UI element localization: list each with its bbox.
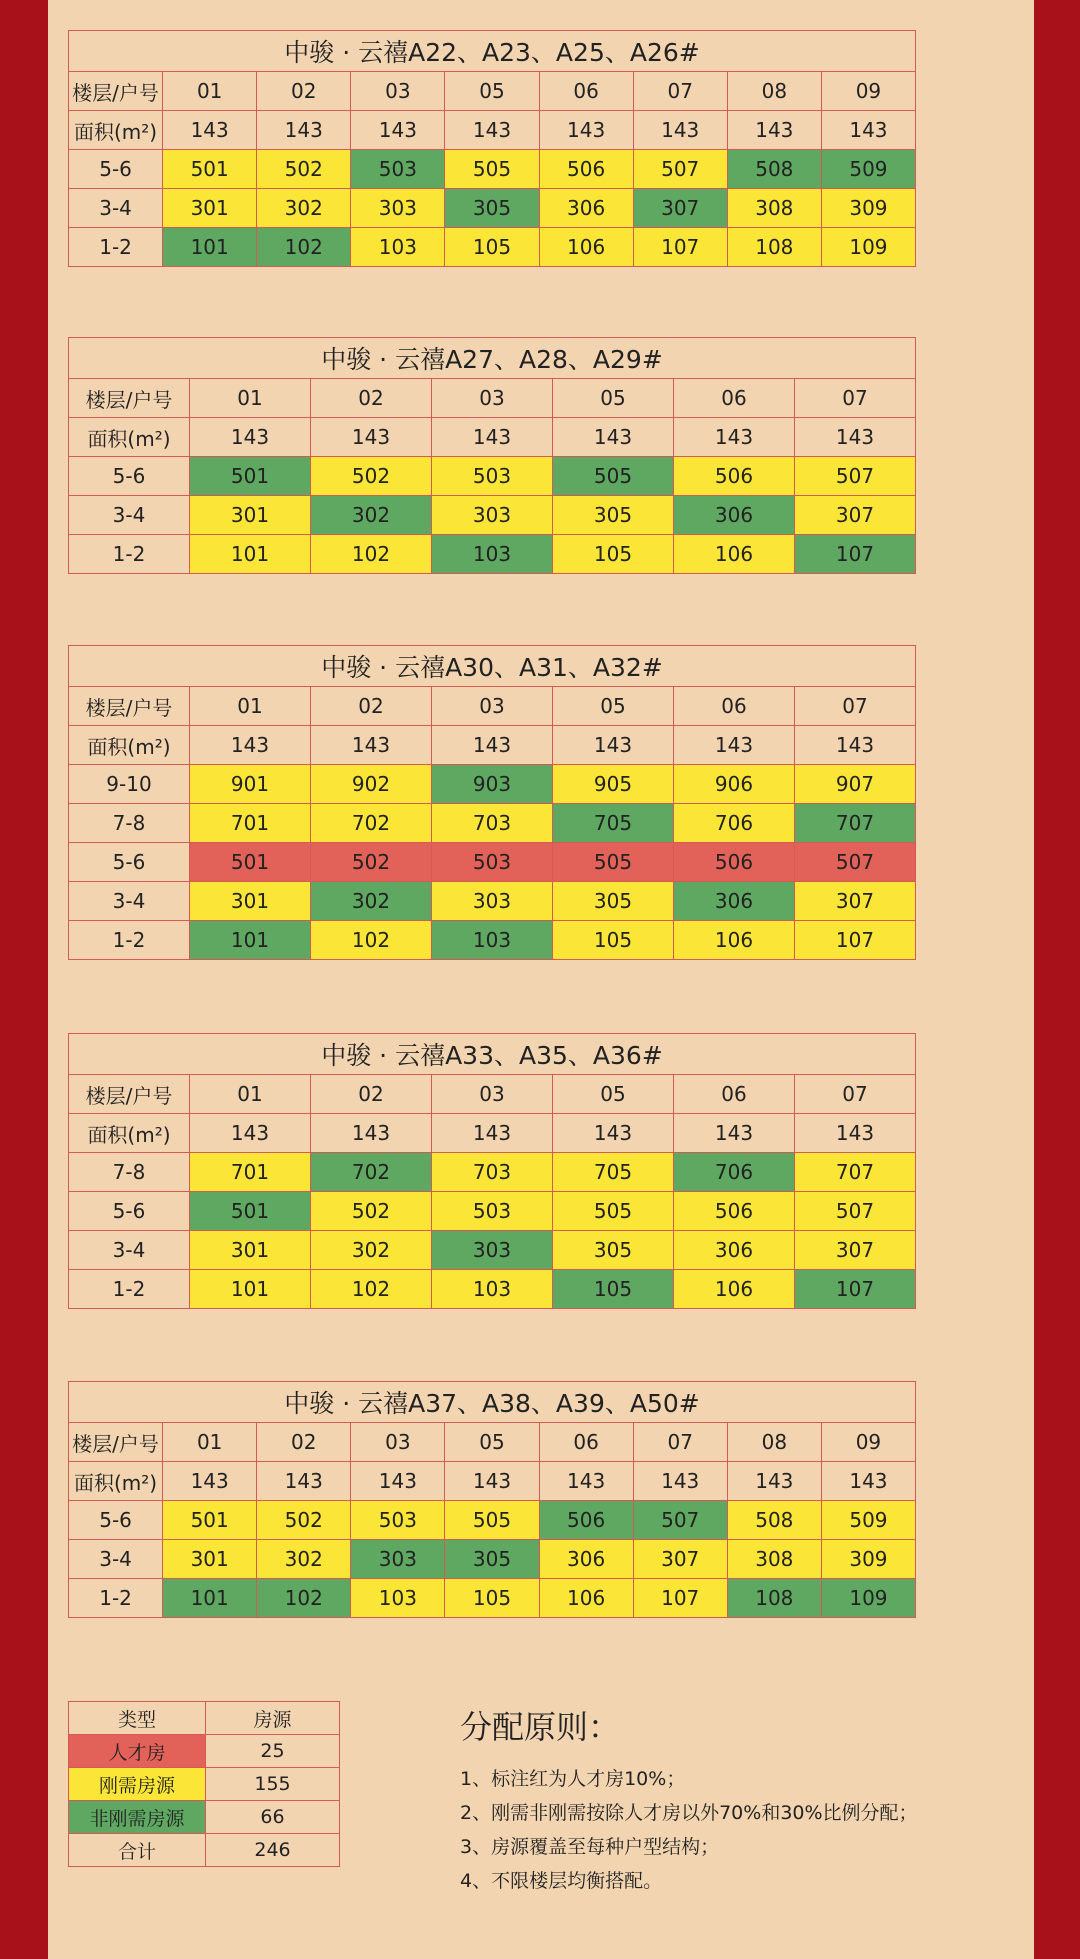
principle-item: 3、房源覆盖至每种户型结构； — [460, 1836, 720, 1858]
room-cell: 707 — [795, 1153, 916, 1192]
room-cell: 501 — [190, 457, 311, 496]
floor-label: 1-2 — [69, 228, 163, 267]
table-header-row — [69, 72, 916, 111]
legend-header-count: 房源 — [206, 1702, 340, 1735]
floor-row — [69, 535, 916, 574]
room-cell: 109 — [821, 1579, 915, 1618]
room-cell: 505 — [445, 150, 539, 189]
table-header-row — [69, 1423, 916, 1462]
floor-row — [69, 496, 916, 535]
room-cell: 506 — [539, 1501, 633, 1540]
room-cell: 307 — [795, 496, 916, 535]
area-value: 143 — [163, 1462, 257, 1501]
table-title: 中骏 · 云禧A22、A23、A25、A26# — [69, 31, 916, 72]
area-value: 143 — [821, 1462, 915, 1501]
room-cell: 706 — [674, 804, 795, 843]
unit-table — [68, 1033, 916, 1309]
room-cell: 301 — [163, 1540, 257, 1579]
area-value: 143 — [795, 1114, 916, 1153]
header-label: 楼层/户号 — [69, 1075, 190, 1114]
unit-number: 09 — [821, 72, 915, 111]
room-cell: 309 — [821, 189, 915, 228]
unit-number: 06 — [674, 1075, 795, 1114]
room-cell: 108 — [727, 1579, 821, 1618]
room-cell: 503 — [432, 843, 553, 882]
floor-label: 5-6 — [69, 457, 190, 496]
room-cell: 503 — [432, 1192, 553, 1231]
floor-row — [69, 1579, 916, 1618]
area-row — [69, 111, 916, 150]
room-cell: 505 — [553, 1192, 674, 1231]
room-cell: 503 — [351, 150, 445, 189]
floor-label: 3-4 — [69, 189, 163, 228]
room-cell: 307 — [795, 1231, 916, 1270]
unit-number: 05 — [553, 687, 674, 726]
allocation-principles — [460, 1702, 1020, 1898]
room-cell: 101 — [163, 1579, 257, 1618]
floor-row — [69, 804, 916, 843]
unit-number: 02 — [311, 379, 432, 418]
legend-header-type: 类型 — [69, 1702, 206, 1735]
unit-number: 07 — [633, 72, 727, 111]
area-value: 143 — [432, 1114, 553, 1153]
area-value: 143 — [553, 726, 674, 765]
unit-table — [68, 337, 916, 574]
room-cell: 101 — [190, 921, 311, 960]
floor-row — [69, 882, 916, 921]
area-value: 143 — [727, 111, 821, 150]
room-cell: 505 — [553, 457, 674, 496]
legend-count-nonrigid: 66 — [206, 1801, 340, 1834]
unit-number: 05 — [445, 1423, 539, 1462]
legend-count-total: 246 — [206, 1834, 340, 1867]
area-row — [69, 418, 916, 457]
unit-number: 02 — [257, 1423, 351, 1462]
room-cell: 305 — [445, 189, 539, 228]
unit-number: 08 — [727, 72, 821, 111]
floor-label: 3-4 — [69, 1540, 163, 1579]
room-cell: 302 — [311, 882, 432, 921]
area-value: 143 — [539, 111, 633, 150]
floor-row — [69, 1231, 916, 1270]
area-value: 143 — [432, 726, 553, 765]
area-value: 143 — [163, 111, 257, 150]
room-cell: 306 — [539, 1540, 633, 1579]
room-cell: 303 — [432, 882, 553, 921]
room-cell: 106 — [674, 921, 795, 960]
room-cell: 303 — [351, 189, 445, 228]
area-label: 面积(m²) — [69, 726, 190, 765]
unit-number: 03 — [351, 1423, 445, 1462]
area-value: 143 — [445, 111, 539, 150]
room-cell: 301 — [190, 1231, 311, 1270]
room-cell: 702 — [311, 1153, 432, 1192]
floor-label: 1-2 — [69, 921, 190, 960]
area-value: 143 — [257, 1462, 351, 1501]
floor-label: 3-4 — [69, 1231, 190, 1270]
area-row — [69, 726, 916, 765]
principle-item: 2、刚需非刚需按除人才房以外70%和30%比例分配； — [460, 1802, 918, 1824]
table-title-row — [69, 338, 916, 379]
unit-number: 06 — [674, 379, 795, 418]
unit-number: 07 — [633, 1423, 727, 1462]
floor-label: 7-8 — [69, 1153, 190, 1192]
room-cell: 306 — [674, 496, 795, 535]
room-cell: 103 — [432, 921, 553, 960]
room-cell: 903 — [432, 765, 553, 804]
area-value: 143 — [432, 418, 553, 457]
room-cell: 905 — [553, 765, 674, 804]
legend-table — [68, 1701, 340, 1867]
room-cell: 103 — [351, 1579, 445, 1618]
unit-number: 02 — [311, 1075, 432, 1114]
area-label: 面积(m²) — [69, 418, 190, 457]
unit-number: 03 — [432, 687, 553, 726]
area-row — [69, 1462, 916, 1501]
floor-label: 5-6 — [69, 1192, 190, 1231]
unit-number: 02 — [257, 72, 351, 111]
floor-row — [69, 457, 916, 496]
room-cell: 509 — [821, 150, 915, 189]
room-cell: 502 — [311, 843, 432, 882]
room-cell: 106 — [539, 228, 633, 267]
unit-number: 01 — [190, 687, 311, 726]
unit-number: 05 — [553, 379, 674, 418]
legend-row — [69, 1768, 340, 1801]
area-value: 143 — [633, 111, 727, 150]
room-cell: 507 — [633, 1501, 727, 1540]
area-value: 143 — [821, 111, 915, 150]
room-cell: 507 — [795, 1192, 916, 1231]
room-cell: 306 — [674, 1231, 795, 1270]
room-cell: 107 — [795, 535, 916, 574]
area-value: 143 — [795, 726, 916, 765]
room-cell: 103 — [432, 535, 553, 574]
room-cell: 506 — [674, 1192, 795, 1231]
floor-row — [69, 1270, 916, 1309]
floor-row — [69, 228, 916, 267]
room-cell: 106 — [674, 1270, 795, 1309]
area-value: 143 — [351, 111, 445, 150]
area-value: 143 — [445, 1462, 539, 1501]
legend-type-nonrigid: 非刚需房源 — [69, 1801, 206, 1834]
room-cell: 109 — [821, 228, 915, 267]
room-cell: 707 — [795, 804, 916, 843]
room-cell: 703 — [432, 1153, 553, 1192]
room-cell: 906 — [674, 765, 795, 804]
area-value: 143 — [674, 1114, 795, 1153]
area-label: 面积(m²) — [69, 1462, 163, 1501]
table-title-row — [69, 31, 916, 72]
header-label: 楼层/户号 — [69, 1423, 163, 1462]
legend-count-talent: 25 — [206, 1735, 340, 1768]
room-cell: 105 — [553, 1270, 674, 1309]
room-cell: 507 — [633, 150, 727, 189]
legend-type-total: 合计 — [69, 1834, 206, 1867]
room-cell: 506 — [674, 457, 795, 496]
room-cell: 108 — [727, 228, 821, 267]
room-cell: 902 — [311, 765, 432, 804]
room-cell: 307 — [633, 189, 727, 228]
legend-header-row — [69, 1702, 340, 1735]
floor-row — [69, 1192, 916, 1231]
content-panel — [48, 0, 1034, 1959]
room-cell: 107 — [633, 228, 727, 267]
room-cell: 705 — [553, 1153, 674, 1192]
floor-label: 3-4 — [69, 496, 190, 535]
table-title-row — [69, 1034, 916, 1075]
room-cell: 307 — [795, 882, 916, 921]
floor-row — [69, 921, 916, 960]
area-value: 143 — [190, 726, 311, 765]
principles-title: 分配原则： — [460, 1708, 621, 1746]
room-cell: 503 — [351, 1501, 445, 1540]
legend-type-talent: 人才房 — [69, 1735, 206, 1768]
unit-number: 01 — [190, 1075, 311, 1114]
room-cell: 302 — [311, 1231, 432, 1270]
room-cell: 907 — [795, 765, 916, 804]
room-cell: 705 — [553, 804, 674, 843]
legend-row — [69, 1735, 340, 1768]
room-cell: 301 — [163, 189, 257, 228]
room-cell: 303 — [432, 496, 553, 535]
room-cell: 102 — [311, 921, 432, 960]
room-cell: 105 — [553, 921, 674, 960]
floor-label: 1-2 — [69, 535, 190, 574]
area-value: 143 — [190, 418, 311, 457]
room-cell: 508 — [727, 150, 821, 189]
floor-row — [69, 1540, 916, 1579]
floor-row — [69, 843, 916, 882]
room-cell: 303 — [432, 1231, 553, 1270]
area-value: 143 — [674, 726, 795, 765]
room-cell: 308 — [727, 189, 821, 228]
area-label: 面积(m²) — [69, 1114, 190, 1153]
room-cell: 506 — [539, 150, 633, 189]
unit-number: 09 — [821, 1423, 915, 1462]
legend-count-rigid: 155 — [206, 1768, 340, 1801]
room-cell: 308 — [727, 1540, 821, 1579]
room-cell: 107 — [795, 921, 916, 960]
room-cell: 505 — [445, 1501, 539, 1540]
unit-number: 07 — [795, 379, 916, 418]
room-cell: 102 — [257, 228, 351, 267]
unit-number: 01 — [163, 1423, 257, 1462]
table-title-row — [69, 1382, 916, 1423]
table-title-row — [69, 646, 916, 687]
room-cell: 105 — [445, 1579, 539, 1618]
floor-label: 7-8 — [69, 804, 190, 843]
room-cell: 302 — [257, 189, 351, 228]
area-label: 面积(m²) — [69, 111, 163, 150]
area-value: 143 — [553, 418, 674, 457]
room-cell: 101 — [190, 1270, 311, 1309]
room-cell: 301 — [190, 496, 311, 535]
room-cell: 305 — [553, 882, 674, 921]
room-cell: 507 — [795, 457, 916, 496]
table-title: 中骏 · 云禧A37、A38、A39、A50# — [69, 1382, 916, 1423]
unit-table — [68, 1381, 916, 1618]
room-cell: 501 — [190, 843, 311, 882]
room-cell: 703 — [432, 804, 553, 843]
room-cell: 501 — [163, 1501, 257, 1540]
floor-label: 5-6 — [69, 1501, 163, 1540]
unit-number: 05 — [445, 72, 539, 111]
room-cell: 303 — [351, 1540, 445, 1579]
table-header-row — [69, 379, 916, 418]
floor-label: 5-6 — [69, 843, 190, 882]
room-cell: 302 — [257, 1540, 351, 1579]
unit-number: 06 — [539, 72, 633, 111]
unit-number: 03 — [432, 379, 553, 418]
floor-label: 1-2 — [69, 1270, 190, 1309]
area-value: 143 — [190, 1114, 311, 1153]
legend-row — [69, 1834, 340, 1867]
table-header-row — [69, 687, 916, 726]
area-value: 143 — [351, 1462, 445, 1501]
room-cell: 306 — [539, 189, 633, 228]
room-cell: 305 — [553, 496, 674, 535]
room-cell: 506 — [674, 843, 795, 882]
room-cell: 102 — [311, 1270, 432, 1309]
unit-number: 03 — [351, 72, 445, 111]
room-cell: 105 — [553, 535, 674, 574]
area-value: 143 — [633, 1462, 727, 1501]
floor-row — [69, 1153, 916, 1192]
unit-number: 01 — [190, 379, 311, 418]
unit-number: 02 — [311, 687, 432, 726]
header-label: 楼层/户号 — [69, 379, 190, 418]
area-row — [69, 1114, 916, 1153]
table-title: 中骏 · 云禧A33、A35、A36# — [69, 1034, 916, 1075]
room-cell: 505 — [553, 843, 674, 882]
room-cell: 702 — [311, 804, 432, 843]
legend-type-rigid: 刚需房源 — [69, 1768, 206, 1801]
area-value: 143 — [795, 418, 916, 457]
room-cell: 107 — [795, 1270, 916, 1309]
unit-number: 07 — [795, 687, 916, 726]
area-value: 143 — [674, 418, 795, 457]
room-cell: 106 — [674, 535, 795, 574]
room-cell: 301 — [190, 882, 311, 921]
room-cell: 309 — [821, 1540, 915, 1579]
room-cell: 503 — [432, 457, 553, 496]
header-label: 楼层/户号 — [69, 687, 190, 726]
table-header-row — [69, 1075, 916, 1114]
room-cell: 706 — [674, 1153, 795, 1192]
room-cell: 508 — [727, 1501, 821, 1540]
table-title: 中骏 · 云禧A27、A28、A29# — [69, 338, 916, 379]
room-cell: 701 — [190, 804, 311, 843]
room-cell: 106 — [539, 1579, 633, 1618]
floor-row — [69, 189, 916, 228]
room-cell: 107 — [633, 1579, 727, 1618]
unit-number: 06 — [674, 687, 795, 726]
area-value: 143 — [553, 1114, 674, 1153]
room-cell: 509 — [821, 1501, 915, 1540]
room-cell: 507 — [795, 843, 916, 882]
unit-table — [68, 30, 916, 267]
room-cell: 103 — [432, 1270, 553, 1309]
unit-table — [68, 645, 916, 960]
area-value: 143 — [539, 1462, 633, 1501]
unit-number: 07 — [795, 1075, 916, 1114]
unit-number: 03 — [432, 1075, 553, 1114]
room-cell: 701 — [190, 1153, 311, 1192]
room-cell: 307 — [633, 1540, 727, 1579]
room-cell: 502 — [311, 457, 432, 496]
room-cell: 305 — [553, 1231, 674, 1270]
room-cell: 502 — [311, 1192, 432, 1231]
room-cell: 101 — [163, 228, 257, 267]
room-cell: 901 — [190, 765, 311, 804]
room-cell: 501 — [163, 150, 257, 189]
area-value: 143 — [311, 1114, 432, 1153]
area-value: 143 — [727, 1462, 821, 1501]
room-cell: 102 — [311, 535, 432, 574]
room-cell: 306 — [674, 882, 795, 921]
floor-label: 9-10 — [69, 765, 190, 804]
room-cell: 502 — [257, 150, 351, 189]
table-title: 中骏 · 云禧A30、A31、A32# — [69, 646, 916, 687]
unit-number: 01 — [163, 72, 257, 111]
room-cell: 501 — [190, 1192, 311, 1231]
floor-row — [69, 150, 916, 189]
room-cell: 305 — [445, 1540, 539, 1579]
room-cell: 302 — [311, 496, 432, 535]
area-value: 143 — [311, 726, 432, 765]
area-value: 143 — [311, 418, 432, 457]
unit-number: 06 — [539, 1423, 633, 1462]
floor-row — [69, 1501, 916, 1540]
unit-number: 05 — [553, 1075, 674, 1114]
principle-item: 1、标注红为人才房10%； — [460, 1768, 686, 1790]
unit-number: 08 — [727, 1423, 821, 1462]
legend-row — [69, 1801, 340, 1834]
floor-label: 3-4 — [69, 882, 190, 921]
principle-item: 4、不限楼层均衡搭配。 — [460, 1870, 663, 1892]
area-value: 143 — [257, 111, 351, 150]
room-cell: 102 — [257, 1579, 351, 1618]
floor-label: 1-2 — [69, 1579, 163, 1618]
room-cell: 502 — [257, 1501, 351, 1540]
room-cell: 103 — [351, 228, 445, 267]
floor-label: 5-6 — [69, 150, 163, 189]
room-cell: 105 — [445, 228, 539, 267]
floor-row — [69, 765, 916, 804]
room-cell: 101 — [190, 535, 311, 574]
header-label: 楼层/户号 — [69, 72, 163, 111]
